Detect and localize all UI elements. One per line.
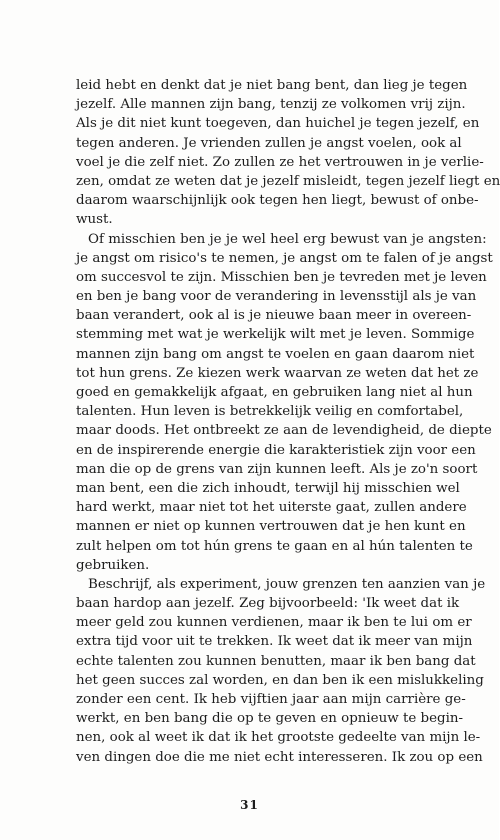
text-line: echte talenten zou kunnen benutten, maar ik ben bang dat — [76, 653, 476, 669]
text-line: en ben je bang voor de verandering in levensstijl als je van — [76, 289, 477, 305]
text-line: nen, ook al weet ik dat ik het grootste gedeelte van mijn le- — [76, 730, 481, 746]
text-line: het geen succes zal worden, en dan ben ik een mislukkeling — [76, 672, 484, 688]
text-line: baan hardop aan jezelf. Zeg bijvoorbeeld: 'Ik weet dat ik — [76, 596, 460, 612]
text-line: mannen zijn bang om angst te voelen en gaan daarom niet — [76, 346, 475, 362]
text-line: tot hun grens. Ze kiezen werk waarvan ze weten dat het ze — [76, 365, 479, 381]
text-line: en de inspirerende energie die karakteristiek zijn voor een — [76, 442, 476, 458]
text-line: leid hebt en denkt dat je niet bang bent, dan lieg je tegen — [76, 78, 468, 93]
text-line: zult helpen om tot hún grens te gaan en al hún talenten te — [76, 538, 473, 554]
text-line: man bent, een die zich inhoudt, terwijl hij misschien wel — [76, 480, 460, 496]
text-line: tegen anderen. Je vrienden zullen je angst voelen, ook al — [76, 135, 462, 151]
text-line: daarom waarschijnlijk ook tegen hen liegt, bewust of onbe- — [76, 193, 479, 209]
text-line: wust. — [76, 212, 113, 228]
text-line: extra tijd voor uit te trekken. Ik weet dat ik meer van mijn — [76, 634, 473, 650]
text-line: jezelf. Alle mannen zijn bang, tenzij ze volkomen vrij zijn. — [76, 97, 466, 113]
text-line: om succesvol te zijn. Misschien ben je tevreden met je leven — [76, 269, 487, 285]
text-line: werkt, en ben bang die op te geven en opnieuw te begin- — [76, 711, 464, 727]
text-line: baan verandert, ook al is je nieuwe baan meer in overeen- — [76, 308, 472, 324]
text-line: goed en gemakkelijk afgaat, en gebruiken lang niet al hun — [76, 385, 473, 400]
text-line: ven dingen doe die me niet echt interesseren. Ik zou op een — [76, 749, 483, 765]
text-line: gebruiken. — [76, 557, 150, 573]
text-line: Beschrijf, als experiment, jouw grenzen ten aanzien van je — [88, 576, 486, 592]
text-line: voel je die zelf niet. Zo zullen ze het vertrouwen in je verlie- — [76, 154, 484, 170]
body-text — [76, 76, 500, 767]
text-line: zonder een cent. Ik heb vijftien jaar aan mijn carrière ge- — [76, 692, 466, 707]
text-line: stemming met wat je werkelijk wilt met je leven. Sommige — [76, 327, 475, 343]
text-line: man die op de grens van zijn kunnen leeft. Als je zo'n soort — [76, 461, 478, 477]
text-line: talenten. Hun leven is betrekkelijk veilig en comfortabel, — [76, 404, 464, 420]
text-line: Of misschien ben je je wel heel erg bewust van je angsten: — [88, 231, 487, 247]
text-line: je angst om risico's te nemen, je angst om te falen of je angst — [76, 250, 493, 266]
text-line: zen, omdat ze weten dat je jezelf misleidt, tegen jezelf liegt en — [76, 173, 500, 189]
text-line: maar doods. Het ontbreekt ze aan de levendigheid, de diepte — [76, 423, 492, 439]
page-number: 31 — [240, 798, 259, 812]
text-line: mannen er niet op kunnen vertrouwen dat je hen kunt en — [76, 519, 466, 535]
text-line: meer geld zou kunnen verdienen, maar ik ben te lui om er — [76, 615, 472, 631]
text-line: hard werkt, maar niet tot het uiterste gaat, zullen andere — [76, 500, 467, 516]
text-line: Als je dit niet kunt toegeven, dan huichel je tegen jezelf, en — [76, 116, 480, 132]
